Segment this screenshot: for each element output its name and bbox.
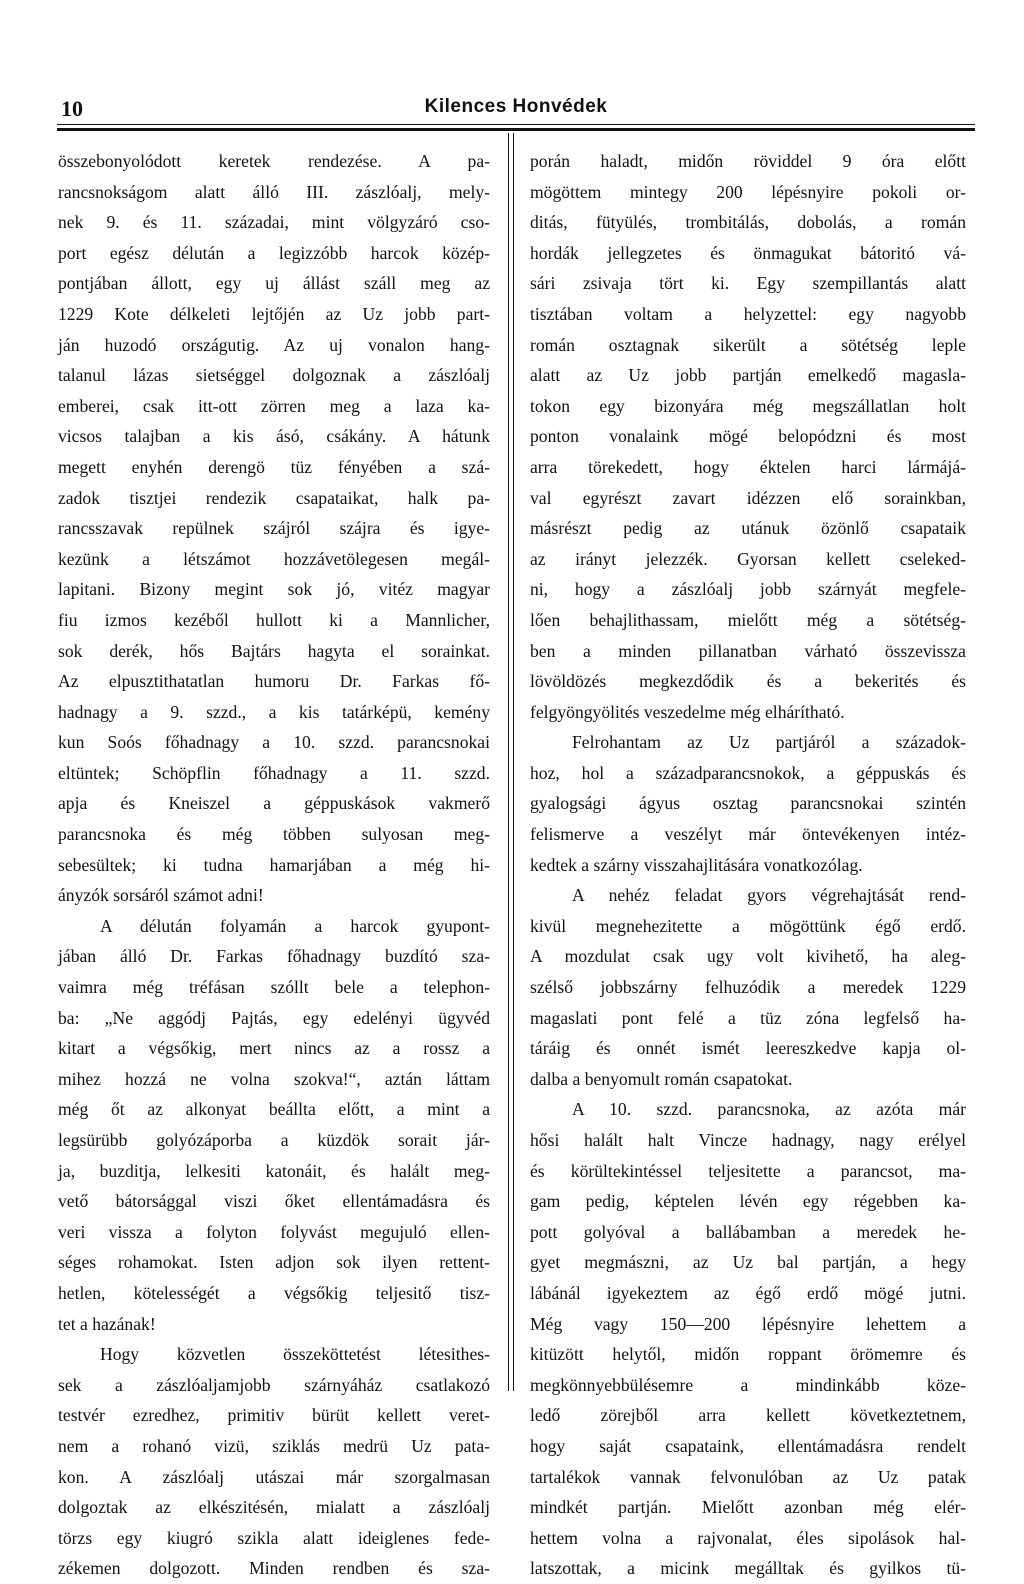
text-line: tartalékok vannak felvonulóban az Uz patak — [530, 1466, 966, 1487]
text-line: alatt az Uz jobb partján emelkedő magasla- — [530, 365, 966, 386]
text-line: felismerve a veszélyt már öntevékenyen intéz- — [530, 824, 966, 845]
text-line: hogy saját csapataink, ellentámadásra rendelt — [530, 1435, 966, 1456]
text-line: még őt az alkonyat beállta előtt, a mint a — [58, 1099, 490, 1120]
text-line: összebonyolódott keretek rendezése. A pa- — [58, 151, 490, 171]
text-line: A délután folyamán a harcok gyupont- — [100, 915, 490, 936]
text-line: nem a rohanó vizü, sziklás medrü Uz pata- — [58, 1435, 490, 1456]
text-line: dalba a benyomult román csapatokat. — [530, 1068, 793, 1089]
text-line: sebesültek; ki tudna hamarjában a még hi- — [58, 854, 490, 875]
text-line: lapitani. Bizony megint sok jó, vitéz magyar — [58, 579, 490, 600]
text-line: román osztagnak sikerült a sötétség leple — [530, 334, 966, 355]
text-line: rancsszavak repülnek szájról szájra és igye- — [58, 518, 490, 539]
text-line: magaslati pont felé a tüz zóna legfelső ha- — [530, 1007, 966, 1028]
text-line: másrészt pedig az utánuk özönlő csapataik — [530, 518, 966, 539]
text-line: gyet megmászni, az Uz bal partján, a hegy — [530, 1252, 966, 1273]
text-line: tokon egy bizonyára még megszállatlan holt — [530, 395, 966, 416]
text-line: talanul lázas sietséggel dolgoznak a zászlóalj — [58, 365, 490, 386]
text-line: eltüntek; Schöpflin főhadnagy a 11. szzd. — [58, 762, 490, 783]
text-line: ledő zörejből arra kellett következtetnem, — [530, 1405, 966, 1426]
text-line: testvér ezredhez, primitiv bürüt kellett veret- — [58, 1405, 490, 1426]
text-line: szélső jobbszárny felhuzódik a meredek 1229 — [530, 977, 966, 998]
text-line: mögöttem mintegy 200 lépésnyire pokoli or- — [530, 181, 966, 202]
text-line: hősi halált halt Vincze hadnagy, nagy erélyel — [530, 1130, 966, 1150]
header-rule-thick — [57, 128, 975, 131]
text-line: tet a hazának! — [58, 1313, 156, 1334]
text-line: 1229 Kote délkeleti lejtőjén az Uz jobb part- — [58, 303, 490, 324]
text-line: gam pedig, képtelen lévén egy régebben ka- — [530, 1191, 966, 1212]
text-line: Hogy közvetlen összeköttetést létesithes- — [100, 1344, 490, 1365]
text-line: sári zsivaja tört ki. Egy szempillantás alatt — [530, 273, 966, 294]
text-line: zékemen dolgozott. Minden rendben és sza- — [58, 1558, 490, 1579]
text-line: lövöldözés megkezdődik és a bekerités és — [530, 671, 966, 692]
text-line: pontjában állott, egy uj állást száll meg az — [58, 273, 490, 294]
page-header — [57, 96, 975, 122]
text-line: emberei, csak itt-ott zörren meg a laza ka- — [58, 395, 490, 416]
text-line: fiu izmos kezéből hullott ki a Mannlicher, — [58, 609, 490, 630]
text-line: jában álló Dr. Farkas főhadnagy buzdító sza- — [58, 946, 490, 967]
text-line: hoz, hol a századparancsnokok, a géppuskás és — [530, 762, 966, 783]
text-line: rancsnokságom alatt álló III. zászlóalj, mely- — [58, 181, 490, 202]
page-number: 10 — [61, 96, 83, 121]
text-line: pott golyóval a ballábamban a meredek he- — [530, 1221, 966, 1242]
text-line: A 10. szzd. parancsnoka, az azóta már — [572, 1099, 966, 1120]
text-line: zadok tisztjei rendezik csapataikat, halk pa- — [58, 487, 490, 508]
text-line: mihez hozzá ne volna szokva!“, aztán láttam — [58, 1068, 490, 1089]
text-line: ben a minden pillanatban várható összevissza — [530, 640, 966, 661]
text-line: ba: „Ne aggódj Pajtás, egy edelényi ügyvéd — [58, 1007, 490, 1028]
text-line: kivül megnehezitette a mögöttünk égő erdő. — [530, 915, 966, 936]
text-line: megkönnyebbülésemre a mindinkább köze- — [530, 1374, 966, 1395]
right-column — [530, 146, 966, 1584]
text-line: hordák jellegzetes és önmagukat bátoritó vá- — [530, 242, 966, 263]
header-rule-thin — [57, 124, 975, 125]
text-line: törzs egy kiugró szikla alatt ideiglenes fede- — [58, 1527, 490, 1548]
text-line: dolgoztak az elkészitésén, mialatt a zászlóalj — [58, 1497, 490, 1518]
text-line: sek a zászlóaljamjobb szárnyáház csatlakozó — [58, 1374, 490, 1395]
text-line: sok derék, hős Bajtárs hagyta el sorainkat. — [58, 640, 490, 661]
text-line: tisztában voltam a helyzettel: egy nagyobb — [530, 303, 966, 324]
text-line: gyalogsági ágyus osztag parancsnokai szintén — [530, 793, 966, 814]
text-line: parancsnoka és még többen sulyosan meg- — [58, 824, 490, 845]
text-line: megett enyhén derengö tüz fényében a szá- — [58, 456, 490, 477]
column-divider — [513, 133, 514, 1391]
text-line: lően behajlithassam, mielőtt még a sötétség- — [530, 609, 966, 630]
text-line: ni, hogy a zászlóalj jobb szárnyát megfele- — [530, 579, 966, 600]
text-line: legsürübb golyózáporba a küzdök sorait jár- — [58, 1130, 490, 1150]
text-line: Még vagy 150—200 lépésnyire lehettem a — [530, 1313, 966, 1334]
text-line: ányzók sorsáról számot adni! — [58, 885, 264, 906]
text-line: port egész délután a legizzóbb harcok közép- — [58, 242, 490, 263]
text-line: ján huzodó országutig. Az uj vonalon hang- — [58, 334, 490, 355]
text-line: latszottak, a micink megálltak és gyilkos tü- — [530, 1558, 966, 1579]
text-line: hettem volna a rajvonalat, éles sipolások hal- — [530, 1527, 966, 1548]
text-line: arra törekedett, hogy éktelen harci lármájá- — [530, 456, 966, 477]
text-line: vető bátorsággal viszi őket ellentámadásra és — [58, 1191, 490, 1212]
text-line: Az elpusztithatatlan humoru Dr. Farkas fő- — [58, 671, 490, 692]
text-line: lábánál igyekeztem az égő erdő mögé jutni. — [530, 1282, 966, 1303]
text-line: kun Soós főhadnagy a 10. szzd. parancsnokai — [58, 732, 490, 753]
text-line: mindkét partján. Mielőtt azonban még elér- — [530, 1497, 966, 1518]
text-line: veri vissza a folyton folyvást megujuló ellen- — [58, 1221, 490, 1242]
text-line: A nehéz feladat gyors végrehajtását rend- — [572, 885, 966, 906]
text-line: val egyrészt zavart idézzen elő sorainkban, — [530, 487, 966, 508]
text-line: hadnagy a 9. szzd., a kis tatárképü, kemény — [58, 701, 490, 722]
running-title: Kilences Honvédek — [424, 96, 608, 117]
text-line: séges rohamokat. Isten adjon sok ilyen rettent- — [58, 1252, 490, 1273]
text-line: apja és Kneiszel a géppuskások vakmerő — [58, 793, 490, 814]
text-line: táráig és onnét ismét leereszkedve kapja ol- — [530, 1038, 966, 1059]
text-line: porán haladt, midőn röviddel 9 óra előtt — [530, 151, 966, 171]
text-line: kedtek a szárny visszahajlitására vonatkozólag. — [530, 854, 863, 875]
text-line: vicsos talajban a kis ásó, csákány. A hátunk — [58, 426, 490, 447]
text-line: kon. A zászlóalj utászai már szorgalmasan — [58, 1466, 490, 1487]
column-divider — [508, 133, 509, 1391]
text-line: kezünk a létszámot hozzávetölegesen megál- — [58, 548, 490, 569]
text-line: az irányt jelezzék. Gyorsan kellett cseleked- — [530, 548, 966, 569]
text-line: hetlen, kötelességét a végsőkig teljesitő tisz- — [58, 1282, 490, 1303]
text-line: nek 9. és 11. századai, mint völgyzáró cso- — [58, 212, 490, 233]
text-line: felgyöngyölités veszedelme még elhárítható. — [530, 701, 845, 722]
text-line: és körültekintéssel teljesitette a parancsot, ma- — [530, 1160, 966, 1181]
text-line: ponton vonalaink mögé belopódzni és most — [530, 426, 966, 447]
text-line: kitart a végsőkig, mert nincs az a rossz a — [58, 1038, 490, 1059]
text-line: ja, buzditja, lelkesiti katonáit, és halált meg- — [58, 1160, 490, 1181]
text-line: A mozdulat csak ugy volt kivihető, ha aleg- — [530, 946, 966, 967]
text-line: vaimra még tréfásan szóllt bele a telephon- — [58, 977, 490, 998]
text-line: Felrohantam az Uz partjáról a századok- — [572, 732, 966, 753]
left-column — [58, 146, 490, 1584]
text-line: ditás, fütyülés, trombitálás, dobolás, a román — [530, 212, 966, 233]
text-line: kitüzött helytől, midőn roppant örömemre és — [530, 1344, 966, 1365]
